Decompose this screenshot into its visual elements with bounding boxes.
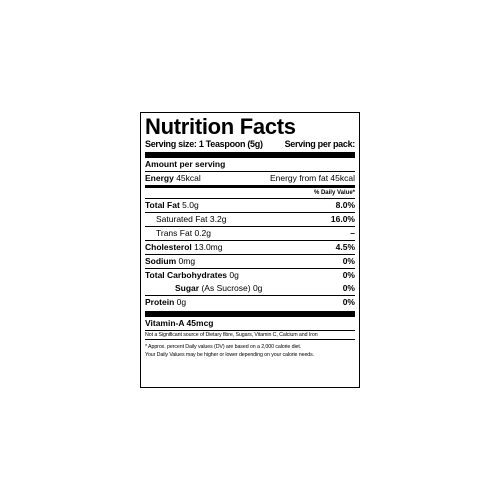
nutrient-dv: 0% [342,297,355,307]
nutrient-dv: 16.0% [330,214,355,224]
energy-row [145,172,355,185]
nutrient-row-trans-fat [145,227,355,240]
nutrient-name: Protein [145,297,175,307]
nutrient-dv: 0% [342,270,355,280]
label-title: Nutrition Facts [145,114,296,139]
footnote-1: * Approx. percent Daily values (DV) are based on a 2,000 calorie diet. [145,344,302,350]
nutrient-amount: 13.0mg [194,242,223,252]
nutrient-name: Trans Fat [156,228,193,238]
nutrient-dv: – [350,228,355,238]
serving-size: Serving size: 1 Teaspoon (5g) [145,139,263,149]
nutrient-name: Sodium [145,256,177,266]
nutrient-name: Total Carbohydrates [145,270,228,280]
nutrient-row-total-carbohydrates [145,269,355,282]
nutrient-amount: 3.2g [209,214,227,224]
nutrient-amount: 0.2g [194,228,211,238]
nutrient-amount: 0g [229,270,239,280]
nutrient-dv: 0% [342,283,355,293]
nutrient-name: Saturated Fat [156,214,208,224]
nutrient-row-sugar [145,282,355,295]
energy-label: Energy [145,173,174,183]
nutrient-dv: 8.0% [335,200,355,210]
nutrient-amount: 0g [176,297,187,307]
serving-info [145,139,355,150]
nutrient-row-total-fat [145,199,355,212]
nutrient-row-sodium [145,255,355,268]
energy-from-fat: Energy from fat 45kcal [269,173,355,183]
amount-per-serving-text: Amount per serving [145,159,226,169]
daily-value-header: % Daily Value* [313,190,355,196]
divider [145,339,355,340]
footnote-2: Your Daily Values may be higher or lower depending on your calorie needs. [145,352,315,358]
nutrient-row-saturated-fat [145,213,355,226]
nutrient-dv: 4.5% [335,242,355,252]
nutrient-name: Total Fat [145,200,180,210]
vitamin-a: Vitamin-A 45mcg [145,318,214,328]
energy-value: 45kcal [176,173,201,183]
amount-per-serving [145,158,355,171]
serving-per-pack: Serving per pack: [284,139,355,149]
nutrient-row-protein [145,296,355,309]
nutrient-name: Sugar [175,283,200,293]
nutrient-amount: 0mg [178,256,196,266]
nutrient-amount: 5.0g [182,200,199,210]
nutrient-row-cholesterol [145,241,355,254]
nutrient-dv: 0% [342,256,355,266]
nutrient-name: Cholesterol [145,242,192,252]
not-significant-note: Not a Significant source of Dietary fibre, Sugars, Vitamin C, Calcium and Iron [145,332,318,338]
nutrition-facts-label [140,112,360,388]
nutrient-amount: (As Sucrose) 0g [201,283,263,293]
